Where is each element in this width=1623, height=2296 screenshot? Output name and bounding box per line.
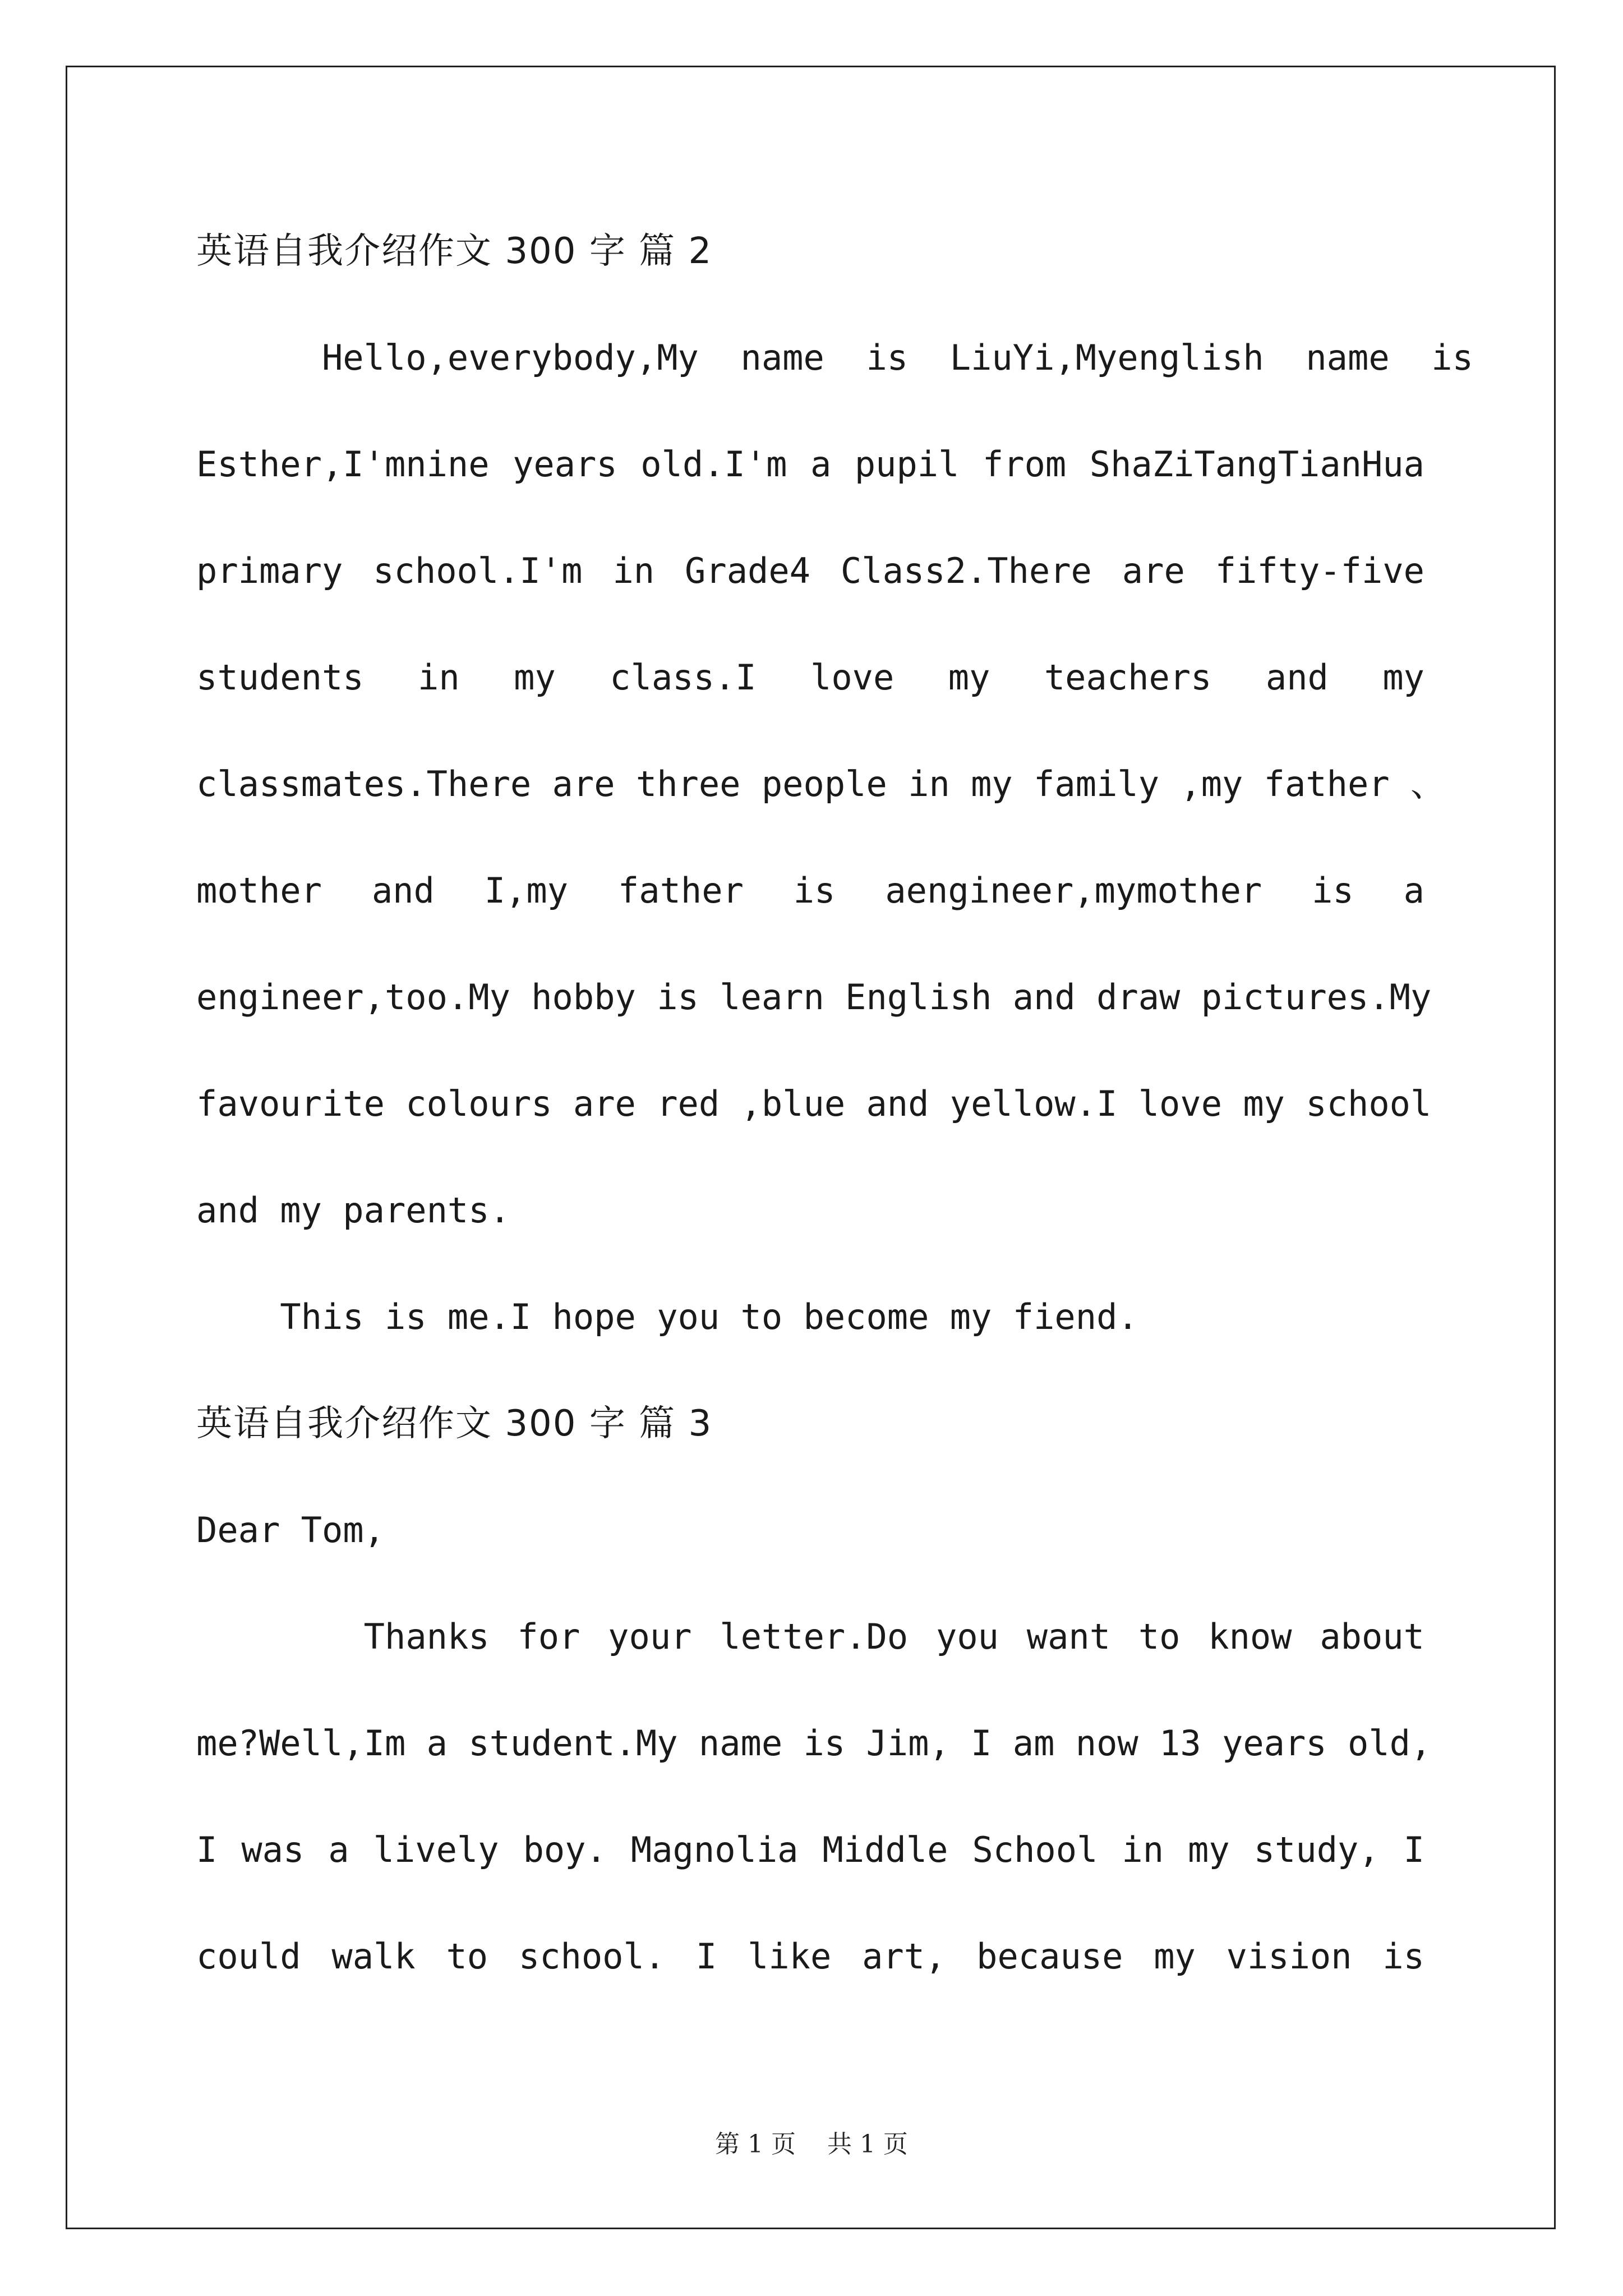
paragraph-line: students in my class.I love my teachers and my	[196, 657, 1424, 698]
paragraph-line: primary school.I'm in Grade4 Class2.There are fifty-five	[196, 550, 1424, 591]
page-border	[66, 66, 1556, 2229]
letter-salutation: Dear Tom,	[196, 1510, 385, 1550]
paragraph-line: me?Well,Im a student.My name is Jim, I am now 13 years old,	[196, 1723, 1432, 1764]
paragraph-line: classmates.There are three people in my family ,my father 、	[196, 763, 1445, 804]
paragraph-line: Hello,everybody,My name is LiuYi,Myenglish name is	[196, 337, 1473, 378]
paragraph-line: I was a lively boy. Magnolia Middle School in my study, I	[196, 1829, 1424, 1870]
page-number-footer: 第 1 页 共 1 页	[715, 2130, 908, 2159]
section-heading-2: 英语自我介绍作文 300 字 篇 2	[196, 231, 713, 272]
paragraph-line: favourite colours are red ,blue and yellow.I love my school	[196, 1083, 1432, 1124]
paragraph-line: Esther,I'mnine years old.I'm a pupil from ShaZiTangTianHua	[196, 444, 1424, 485]
paragraph-line: mother and I,my father is aengineer,mymother is a	[196, 870, 1424, 911]
section-heading-3: 英语自我介绍作文 300 字 篇 3	[196, 1403, 713, 1444]
paragraph-line: This is me.I hope you to become my fiend.	[196, 1296, 1138, 1337]
paragraph-line: could walk to school. I like art, because my vision is	[196, 1936, 1424, 1977]
paragraph-line: and my parents.	[196, 1190, 510, 1231]
paragraph-line: Thanks for your letter.Do you want to know about	[196, 1616, 1424, 1657]
paragraph-line: engineer,too.My hobby is learn English and draw pictures.My	[196, 977, 1432, 1018]
